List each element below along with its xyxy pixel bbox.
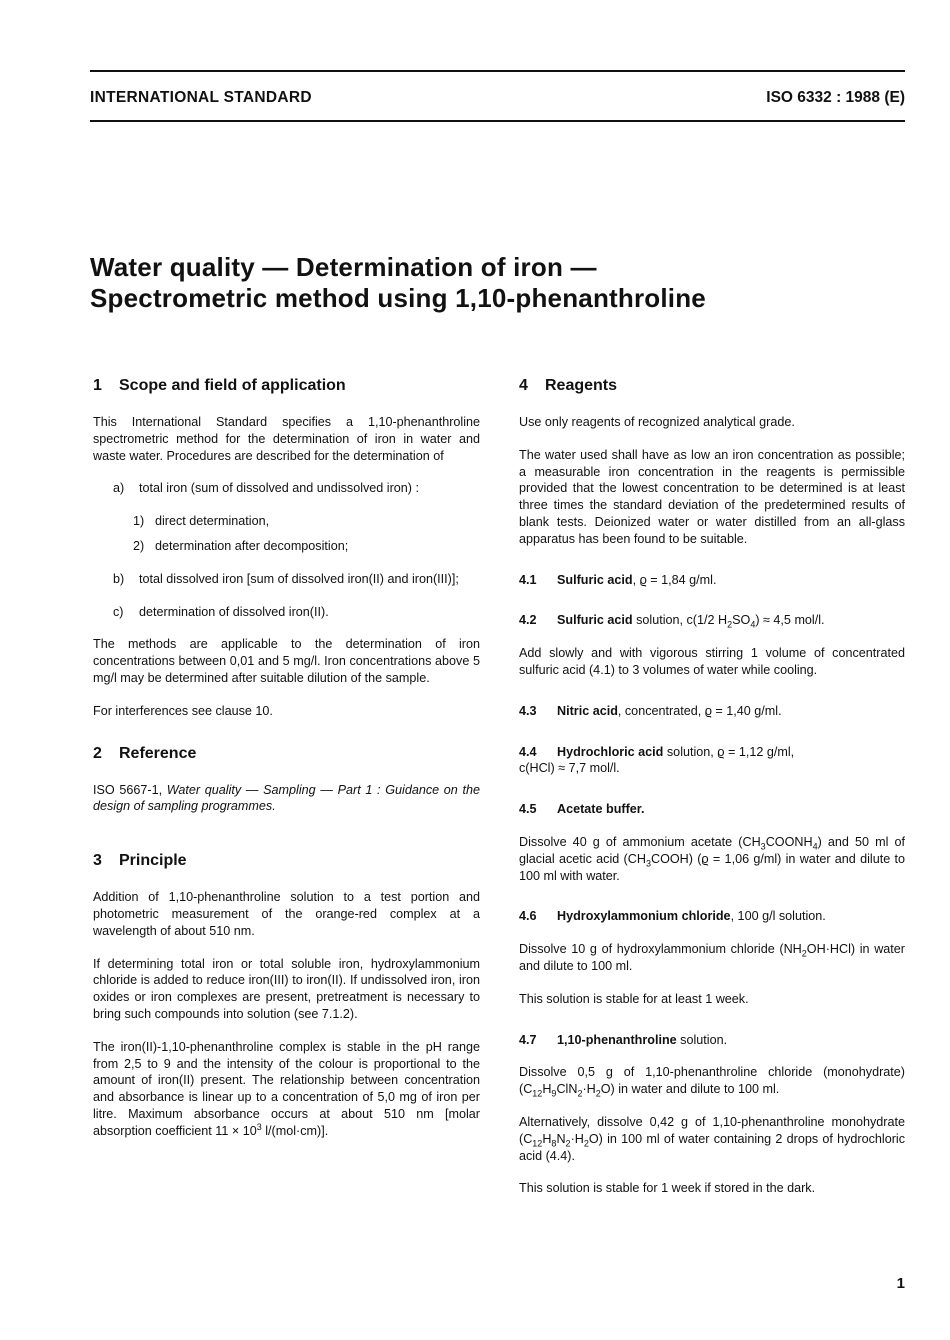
- list-item-b: b) total dissolved iron [sum of dissolved iron(II) and iron(III)];: [113, 571, 459, 586]
- reagent-4-7: 4.7 1,10-phenanthroline solution.: [519, 1032, 728, 1047]
- section-4-heading: 4 Reagents: [519, 377, 618, 394]
- section-3-heading: 3 Principle: [93, 852, 187, 870]
- reagent-4-7-alternative: Alternatively, dissolve 0,42 g of 1,10-phenanthroline monohydrate $(C_{12}H_8N_2\cdot H_2O)$ in 100 ml of water containing 2 drops of hydrochloric acid (4.4).: [519, 1114, 905, 1163]
- left-column: [93, 376, 480, 1156]
- list-item-a: a) total iron (sum of dissolved and undissolved iron) :: [113, 481, 420, 496]
- reagent-4-7-text: Dissolve 0,5 g of 1,10-phenanthroline chloride (monohydrate) $(C_{12}H_9ClN_2\cdot H_2O)$ in water and dilute to 100 ml.: [519, 1065, 905, 1099]
- title-line-1: Water quality — Determination of iron —: [90, 252, 597, 282]
- section-3-para-3: The iron(II)-1,10-phenanthroline complex is stable in the pH range from 2,5 to 9 and the intensity of the colour is proportional to the amount of iron(II) present. The relationship between concentration and absorbance is linear up to a concentration of 5,0 mg of iron per litre. Maximum absorbance occurs at about 510 nm [molar absorption coefficient $11 \times 10^3$ l/(mol·cm)].: [93, 1039, 480, 1138]
- reagent-4-2: 4.2 Sulfuric acid solution, c(1/2 $H_2SO_4) \approx 4,5$ mol/l.: [519, 613, 825, 630]
- reagent-4-4: 4.4 Hydrochloric acid solution, ϱ = 1,12 g/ml, c(HCl) ≈ 7,7 mol/l.: [519, 744, 795, 776]
- section-1-interferences: For interferences see clause 10.: [93, 703, 273, 718]
- section-4-para-1: Use only reagents of recognized analytical grade.: [519, 415, 795, 429]
- reagent-4-7-stability: This solution is stable for 1 week if stored in the dark.: [519, 1181, 816, 1196]
- section-3-para-2: If determining total iron or total soluble iron, hydroxylammonium chloride is added to reduce iron(III) to iron(II). If undissolved iron, iron oxides or iron complexes are present, pretreatment is necessary to bring such compounds into solution (see 7.1.2).: [93, 956, 480, 1021]
- reagent-4-5: 4.5 Acetate buffer.: [519, 802, 645, 817]
- list-item-c: c) determination of dissolved iron(II).: [113, 604, 329, 619]
- reagent-4-1: 4.1 Sulfuric acid, ϱ = 1,84 g/ml.: [519, 572, 717, 587]
- section-4-para-2: The water used shall have as low an iron concentration as possible; a measurable iron concentration in the reagents is permissible provided that the lowest concentration to be determined is at least three times the standard deviation of the predetermined results of blank tests. Deionized water or water distilled from an all-glass apparatus has been found to be suitable.: [519, 447, 905, 546]
- reagent-4-3: 4.3 Nitric acid, concentrated, ϱ = 1,40 g/ml.: [519, 703, 782, 718]
- reagent-4-6-stability: This solution is stable for at least 1 week.: [519, 991, 749, 1006]
- section-1-intro: This International Standard specifies a 1,10-phenanthroline spectrometric method for the determination of iron in water and waste water. Procedures are described for the determination of: [93, 415, 480, 463]
- reagent-4-2-text: Add slowly and with vigorous stirring 1 volume of concentrated sulfuric acid (4.1) to 3 volumes of water while cooling.: [519, 646, 905, 677]
- reagent-4-6: 4.6 Hydroxylammonium chloride, 100 g/l solution.: [519, 909, 826, 924]
- right-column: [519, 376, 905, 1213]
- list-item-a2: 2) determination after decomposition;: [133, 538, 349, 553]
- document-title: [90, 252, 706, 314]
- reagent-4-5-text: Dissolve 40 g of ammonium acetate $(CH_3COONH_4)$ and 50 ml of glacial acetic acid $(CH_3COOH) (ϱ = 1,06$ g/ml) in water and dilute to 100 ml with water.: [519, 834, 905, 883]
- section-1-applicability: The methods are applicable to the determination of iron concentrations between 0,01 and 5 mg/l. Iron concentrations above 5 mg/l may be determined after suitable dilution of the sample.: [93, 637, 480, 685]
- list-item-a1: 1) direct determination,: [133, 514, 270, 529]
- document-type: INTERNATIONAL STANDARD: [90, 89, 312, 106]
- header-rule-bottom: [90, 120, 905, 122]
- header-rule-top: [90, 70, 905, 72]
- section-2-heading: 2 Reference: [93, 744, 197, 762]
- section-3-para-1: Addition of 1,10-phenanthroline solution to a test portion and photometric measurement of the orange-red complex at a wavelength of about 510 nm.: [93, 890, 480, 938]
- title-line-2: Spectrometric method using 1,10-phenanthroline: [90, 283, 706, 313]
- reagent-4-6-text: Dissolve 10 g of hydroxylammonium chloride $(NH_2OH\cdot HCl)$ in water and dilute to 100 ml.: [519, 942, 905, 973]
- page-number: 1: [896, 1275, 905, 1292]
- section-2-reference: ISO 5667-1, Water quality — Sampling — Part 1 : Guidance on the design of sampling programmes.: [93, 782, 480, 814]
- standard-number: ISO 6332 : 1988 (E): [766, 89, 905, 106]
- section-1-heading: 1 Scope and field of application: [93, 377, 346, 394]
